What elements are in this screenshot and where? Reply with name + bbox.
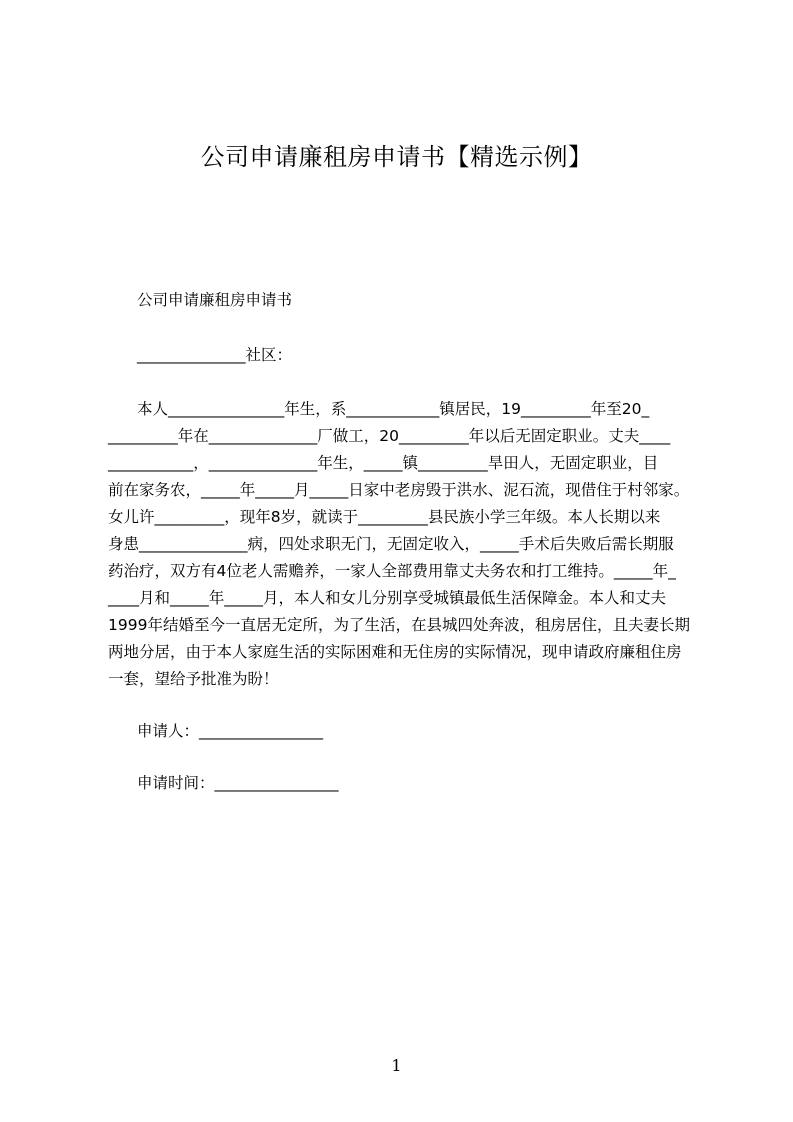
page-number: 1 <box>391 1056 402 1075</box>
body-line-11: 一套，望给予批准为盼！ <box>108 670 279 688</box>
body-line-6: 身患______________病，四处求职无门，无固定收入，_____手术后失败后需长期服 <box>108 535 674 553</box>
body-line-1: 本人_______________年生，系____________镇居民，19_________年至20_ <box>137 400 650 418</box>
body-line-3: ___________，______________年生，_____镇_________旱田人，无固定职业，目 <box>108 454 659 472</box>
body-line-9: 1999年结婚至今一直居无定所，为了生活，在县城四处奔波，租房居住，且夫妻长期 <box>108 616 690 634</box>
body-line-10: 两地分居，由于本人家庭生活的实际困难和无住房的实际情况，现申请政府廉租住房 <box>108 643 682 661</box>
body-line-8: ____月和_____年_____月，本人和女儿分别享受城镇最低生活保障金。本人和丈夫 <box>108 589 667 607</box>
letter-subtitle: 公司申请廉租房申请书 <box>137 291 293 309</box>
applicant-line: 申请人：________________ <box>137 722 324 740</box>
body-line-5: 女儿许_________，现年8岁，就读于_________县民族小学三年级。本人长期以来 <box>108 508 661 526</box>
body-line-2: _________年在______________厂做工，20_________年以后无固定职业。丈夫____ <box>108 427 671 445</box>
page-title: 公司申请廉租房申请书【精选示例】 <box>200 143 593 171</box>
addressee-line: ______________社区： <box>137 346 293 364</box>
application-date-line: 申请时间：________________ <box>137 774 339 792</box>
body-line-7: 药治疗，双方有4位老人需赡养，一家人全部费用靠丈夫务农和打工维持。_____年_ <box>108 562 676 580</box>
body-line-4: 前在家务农，_____年_____月_____日家中老房毁于洪水、泥石流，现借住于村邻家。 <box>108 481 690 499</box>
